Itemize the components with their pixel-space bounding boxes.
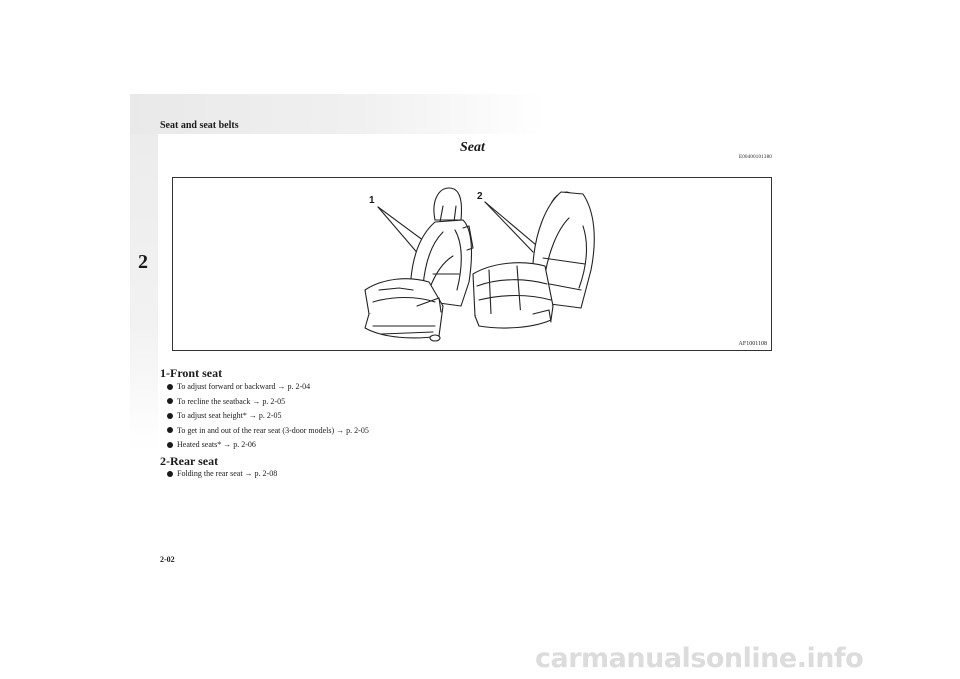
link-text[interactable]: Folding the rear seat → p. 2-08 (177, 469, 278, 478)
bullet-icon (167, 398, 173, 404)
rear-seat-drawing (473, 192, 594, 328)
list-item (167, 467, 277, 482)
link-text[interactable]: To adjust forward or backward → p. 2-04 (177, 382, 311, 391)
callout-2: 2 (477, 191, 483, 202)
list-item (167, 424, 369, 439)
page-heading: Seat (460, 140, 485, 155)
figure-code: AF1001108 (738, 341, 767, 347)
item-heading-rear-seat: 2-Rear seat (160, 454, 219, 468)
chapter-tab (130, 134, 158, 452)
watermark-text: carmanualsonline.info (535, 643, 864, 674)
seat-illustration-frame (172, 177, 772, 351)
list-item (167, 395, 369, 410)
seat-illustration (173, 178, 771, 350)
rear-seat-bullet-list (167, 467, 277, 482)
list-item (167, 409, 369, 424)
bullet-icon (167, 471, 173, 477)
bullet-icon (167, 384, 173, 390)
callout-2-leader-a (485, 202, 533, 252)
item-heading-front-seat: 1-Front seat (160, 366, 223, 380)
bullet-icon (167, 442, 173, 448)
list-item (167, 438, 369, 453)
document-code: E00400101380 (739, 155, 772, 160)
callout-1: 1 (369, 195, 375, 206)
chapter-number: 2 (138, 251, 148, 273)
page-number: 2-02 (160, 555, 175, 564)
link-text[interactable]: Heated seats* → p. 2-06 (177, 440, 256, 449)
bullet-icon (167, 427, 173, 433)
front-seat-bullet-list (167, 380, 369, 453)
list-item (167, 380, 369, 395)
link-text[interactable]: To recline the seatback → p. 2-05 (177, 396, 286, 406)
link-text[interactable]: To get in and out of the rear seat (3-door models) → p. 2-05 (177, 425, 369, 435)
section-title: Seat and seat belts (160, 120, 239, 131)
link-text[interactable]: To adjust seat height* → p. 2-05 (177, 411, 282, 420)
bullet-icon (167, 413, 173, 419)
